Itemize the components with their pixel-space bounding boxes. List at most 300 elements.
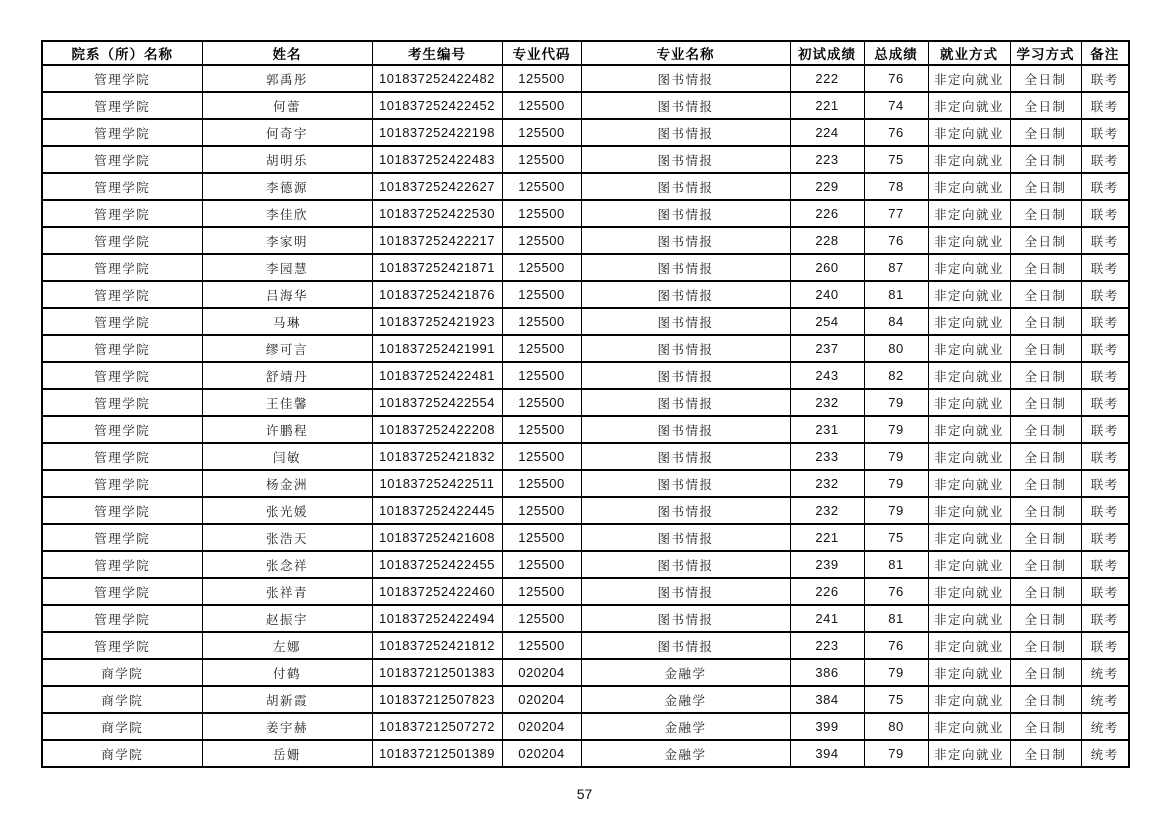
table-cell: 联考 — [1081, 443, 1129, 470]
table-cell: 101837212501383 — [372, 659, 502, 686]
table-cell: 125500 — [502, 362, 581, 389]
page-number: 57 — [576, 786, 593, 802]
table-cell: 125500 — [502, 632, 581, 659]
table-cell: 金融学 — [581, 713, 790, 740]
table-cell: 管理学院 — [42, 578, 202, 605]
table-cell: 张光媛 — [202, 497, 372, 524]
table-cell: 管理学院 — [42, 443, 202, 470]
table-cell: 联考 — [1081, 146, 1129, 173]
table-cell: 管理学院 — [42, 389, 202, 416]
table-cell: 联考 — [1081, 308, 1129, 335]
table-cell: 79 — [864, 389, 928, 416]
table-cell: 非定向就业 — [928, 227, 1010, 254]
table-cell: 101837252422460 — [372, 578, 502, 605]
table-cell: 240 — [790, 281, 864, 308]
table-cell: 非定向就业 — [928, 308, 1010, 335]
table-cell: 图书情报 — [581, 200, 790, 227]
table-cell: 管理学院 — [42, 173, 202, 200]
table-cell: 马琳 — [202, 308, 372, 335]
table-cell: 101837252421608 — [372, 524, 502, 551]
table-cell: 125500 — [502, 443, 581, 470]
table-cell: 81 — [864, 551, 928, 578]
table-row — [42, 740, 1129, 767]
table-cell: 管理学院 — [42, 362, 202, 389]
table-cell: 101837252421871 — [372, 254, 502, 281]
table-cell: 管理学院 — [42, 92, 202, 119]
table-cell: 241 — [790, 605, 864, 632]
table-cell: 非定向就业 — [928, 632, 1010, 659]
table-row — [42, 308, 1129, 335]
table-cell: 联考 — [1081, 470, 1129, 497]
table-cell: 101837252422481 — [372, 362, 502, 389]
table-cell: 非定向就业 — [928, 173, 1010, 200]
table-cell: 82 — [864, 362, 928, 389]
table-cell: 统考 — [1081, 686, 1129, 713]
table-cell: 联考 — [1081, 524, 1129, 551]
table-cell: 101837252422627 — [372, 173, 502, 200]
table-row — [42, 119, 1129, 146]
table-cell: 管理学院 — [42, 308, 202, 335]
table-cell: 229 — [790, 173, 864, 200]
table-cell: 图书情报 — [581, 65, 790, 92]
table-cell: 232 — [790, 389, 864, 416]
table-cell: 125500 — [502, 605, 581, 632]
table-cell: 联考 — [1081, 335, 1129, 362]
table-cell: 101837252422554 — [372, 389, 502, 416]
table-cell: 394 — [790, 740, 864, 767]
table-cell: 商学院 — [42, 740, 202, 767]
table-cell: 77 — [864, 200, 928, 227]
table-row — [42, 416, 1129, 443]
table-cell: 399 — [790, 713, 864, 740]
table-cell: 联考 — [1081, 497, 1129, 524]
table-cell: 非定向就业 — [928, 497, 1010, 524]
table-cell: 联考 — [1081, 551, 1129, 578]
table-cell: 101837252422494 — [372, 605, 502, 632]
table-cell: 非定向就业 — [928, 92, 1010, 119]
column-header: 就业方式 — [928, 41, 1010, 65]
table-cell: 李园慧 — [202, 254, 372, 281]
table-cell: 联考 — [1081, 362, 1129, 389]
table-cell: 125500 — [502, 335, 581, 362]
table-cell: 金融学 — [581, 659, 790, 686]
table-row — [42, 146, 1129, 173]
table-cell: 75 — [864, 146, 928, 173]
table-cell: 管理学院 — [42, 416, 202, 443]
table-cell: 79 — [864, 416, 928, 443]
table-cell: 联考 — [1081, 389, 1129, 416]
table-cell: 联考 — [1081, 605, 1129, 632]
table-cell: 全日制 — [1010, 605, 1081, 632]
table-cell: 全日制 — [1010, 173, 1081, 200]
table-cell: 101837252421991 — [372, 335, 502, 362]
table-cell: 020204 — [502, 659, 581, 686]
table-cell: 联考 — [1081, 173, 1129, 200]
table-cell: 全日制 — [1010, 200, 1081, 227]
table-cell: 237 — [790, 335, 864, 362]
table-cell: 125500 — [502, 146, 581, 173]
table-cell: 125500 — [502, 173, 581, 200]
table-cell: 75 — [864, 524, 928, 551]
table-cell: 74 — [864, 92, 928, 119]
table-row — [42, 254, 1129, 281]
table-cell: 图书情报 — [581, 578, 790, 605]
table-cell: 商学院 — [42, 713, 202, 740]
table-cell: 232 — [790, 497, 864, 524]
table-cell: 228 — [790, 227, 864, 254]
table-cell: 全日制 — [1010, 578, 1081, 605]
table-cell: 020204 — [502, 740, 581, 767]
table-cell: 管理学院 — [42, 470, 202, 497]
table-cell: 图书情报 — [581, 173, 790, 200]
table-cell: 全日制 — [1010, 308, 1081, 335]
table-cell: 125500 — [502, 470, 581, 497]
table-cell: 图书情报 — [581, 497, 790, 524]
table-cell: 233 — [790, 443, 864, 470]
table-cell: 图书情报 — [581, 254, 790, 281]
table-cell: 非定向就业 — [928, 119, 1010, 146]
table-cell: 管理学院 — [42, 335, 202, 362]
table-cell: 223 — [790, 146, 864, 173]
table-cell: 非定向就业 — [928, 200, 1010, 227]
table-cell: 全日制 — [1010, 686, 1081, 713]
table-cell: 79 — [864, 659, 928, 686]
table-cell: 金融学 — [581, 740, 790, 767]
table-cell: 75 — [864, 686, 928, 713]
table-cell: 图书情报 — [581, 146, 790, 173]
table-cell: 260 — [790, 254, 864, 281]
table-cell: 386 — [790, 659, 864, 686]
table-cell: 78 — [864, 173, 928, 200]
table-cell: 101837212507823 — [372, 686, 502, 713]
table-cell: 全日制 — [1010, 740, 1081, 767]
table-row — [42, 578, 1129, 605]
table-row — [42, 605, 1129, 632]
table-cell: 226 — [790, 200, 864, 227]
table-cell: 非定向就业 — [928, 659, 1010, 686]
table-cell: 384 — [790, 686, 864, 713]
table-cell: 全日制 — [1010, 551, 1081, 578]
table-cell: 全日制 — [1010, 497, 1081, 524]
table-cell: 图书情报 — [581, 308, 790, 335]
table-cell: 管理学院 — [42, 281, 202, 308]
column-header: 专业代码 — [502, 41, 581, 65]
column-header: 备注 — [1081, 41, 1129, 65]
table-cell: 221 — [790, 92, 864, 119]
table-cell: 非定向就业 — [928, 740, 1010, 767]
table-cell: 全日制 — [1010, 362, 1081, 389]
table-cell: 管理学院 — [42, 119, 202, 146]
table-cell: 101837252422455 — [372, 551, 502, 578]
table-cell: 管理学院 — [42, 227, 202, 254]
table-cell: 何奇宇 — [202, 119, 372, 146]
table-cell: 管理学院 — [42, 551, 202, 578]
table-cell: 全日制 — [1010, 92, 1081, 119]
column-header: 学习方式 — [1010, 41, 1081, 65]
table-cell: 非定向就业 — [928, 362, 1010, 389]
table-cell: 125500 — [502, 254, 581, 281]
table-cell: 胡明乐 — [202, 146, 372, 173]
table-cell: 243 — [790, 362, 864, 389]
table-cell: 全日制 — [1010, 65, 1081, 92]
column-header: 姓名 — [202, 41, 372, 65]
table-cell: 图书情报 — [581, 389, 790, 416]
table-cell: 非定向就业 — [928, 470, 1010, 497]
table-cell: 非定向就业 — [928, 389, 1010, 416]
table-cell: 统考 — [1081, 740, 1129, 767]
table-cell: 胡新霞 — [202, 686, 372, 713]
table-cell: 全日制 — [1010, 659, 1081, 686]
table-cell: 224 — [790, 119, 864, 146]
table-row — [42, 200, 1129, 227]
table-cell: 76 — [864, 632, 928, 659]
table-row — [42, 92, 1129, 119]
table-row — [42, 551, 1129, 578]
table-cell: 全日制 — [1010, 335, 1081, 362]
table-row — [42, 470, 1129, 497]
table-cell: 郭禹彤 — [202, 65, 372, 92]
table-cell: 76 — [864, 578, 928, 605]
table-cell: 非定向就业 — [928, 713, 1010, 740]
table-cell: 缪可言 — [202, 335, 372, 362]
table-cell: 管理学院 — [42, 200, 202, 227]
table-cell: 101837252422208 — [372, 416, 502, 443]
table-cell: 赵振宇 — [202, 605, 372, 632]
table-cell: 125500 — [502, 578, 581, 605]
table-cell: 联考 — [1081, 200, 1129, 227]
table-cell: 张祥青 — [202, 578, 372, 605]
table-cell: 125500 — [502, 524, 581, 551]
table-cell: 联考 — [1081, 65, 1129, 92]
table-cell: 管理学院 — [42, 497, 202, 524]
table-cell: 125500 — [502, 497, 581, 524]
table-cell: 020204 — [502, 713, 581, 740]
table-cell: 吕海华 — [202, 281, 372, 308]
table-cell: 非定向就业 — [928, 524, 1010, 551]
table-cell: 125500 — [502, 200, 581, 227]
table-cell: 全日制 — [1010, 524, 1081, 551]
table-cell: 101837252421812 — [372, 632, 502, 659]
table-cell: 左娜 — [202, 632, 372, 659]
table-cell: 全日制 — [1010, 119, 1081, 146]
table-cell: 李佳欣 — [202, 200, 372, 227]
table-row — [42, 524, 1129, 551]
table-row — [42, 173, 1129, 200]
table-cell: 管理学院 — [42, 146, 202, 173]
table-cell: 101837252421876 — [372, 281, 502, 308]
table-cell: 80 — [864, 335, 928, 362]
table-cell: 76 — [864, 227, 928, 254]
table-cell: 非定向就业 — [928, 65, 1010, 92]
table-cell: 81 — [864, 281, 928, 308]
table-cell: 79 — [864, 497, 928, 524]
table-cell: 254 — [790, 308, 864, 335]
table-cell: 125500 — [502, 92, 581, 119]
table-cell: 全日制 — [1010, 281, 1081, 308]
table-cell: 付鹤 — [202, 659, 372, 686]
table-cell: 联考 — [1081, 578, 1129, 605]
table-cell: 全日制 — [1010, 416, 1081, 443]
table-row — [42, 497, 1129, 524]
table-cell: 联考 — [1081, 281, 1129, 308]
table-cell: 非定向就业 — [928, 686, 1010, 713]
table-cell: 全日制 — [1010, 254, 1081, 281]
table-cell: 222 — [790, 65, 864, 92]
table-cell: 223 — [790, 632, 864, 659]
table-cell: 张浩天 — [202, 524, 372, 551]
table-cell: 管理学院 — [42, 254, 202, 281]
table-cell: 联考 — [1081, 416, 1129, 443]
table-cell: 87 — [864, 254, 928, 281]
table-body — [42, 65, 1129, 767]
column-header: 初试成绩 — [790, 41, 864, 65]
table-cell: 101837252422511 — [372, 470, 502, 497]
table-cell: 非定向就业 — [928, 254, 1010, 281]
table-cell: 非定向就业 — [928, 605, 1010, 632]
table-cell: 84 — [864, 308, 928, 335]
table-cell: 许鹏程 — [202, 416, 372, 443]
table-cell: 101837252422445 — [372, 497, 502, 524]
table-cell: 姜宇赫 — [202, 713, 372, 740]
table-cell: 125500 — [502, 281, 581, 308]
table-cell: 79 — [864, 443, 928, 470]
table-cell: 何蕾 — [202, 92, 372, 119]
table-cell: 图书情报 — [581, 632, 790, 659]
table-cell: 232 — [790, 470, 864, 497]
table-cell: 79 — [864, 740, 928, 767]
table-cell: 联考 — [1081, 92, 1129, 119]
table-cell: 全日制 — [1010, 227, 1081, 254]
table-cell: 图书情报 — [581, 335, 790, 362]
table-cell: 统考 — [1081, 713, 1129, 740]
table-row — [42, 713, 1129, 740]
table-cell: 全日制 — [1010, 713, 1081, 740]
table-row — [42, 281, 1129, 308]
table-cell: 非定向就业 — [928, 551, 1010, 578]
table-cell: 231 — [790, 416, 864, 443]
column-header: 总成绩 — [864, 41, 928, 65]
table-row — [42, 632, 1129, 659]
table-cell: 125500 — [502, 227, 581, 254]
table-cell: 226 — [790, 578, 864, 605]
table-cell: 图书情报 — [581, 551, 790, 578]
table-cell: 图书情报 — [581, 362, 790, 389]
table-cell: 金融学 — [581, 686, 790, 713]
table-cell: 125500 — [502, 119, 581, 146]
column-header: 专业名称 — [581, 41, 790, 65]
table-cell: 管理学院 — [42, 632, 202, 659]
table-cell: 杨金洲 — [202, 470, 372, 497]
table-cell: 全日制 — [1010, 632, 1081, 659]
table-cell: 联考 — [1081, 632, 1129, 659]
table-cell: 101837212501389 — [372, 740, 502, 767]
column-header: 院系（所）名称 — [42, 41, 202, 65]
table-cell: 张念祥 — [202, 551, 372, 578]
table-cell: 商学院 — [42, 659, 202, 686]
table-row — [42, 65, 1129, 92]
table-cell: 101837212507272 — [372, 713, 502, 740]
table-cell: 图书情报 — [581, 92, 790, 119]
table-cell: 图书情报 — [581, 443, 790, 470]
table-cell: 全日制 — [1010, 146, 1081, 173]
table-row — [42, 227, 1129, 254]
table-cell: 舒靖丹 — [202, 362, 372, 389]
table-row — [42, 362, 1129, 389]
table-cell: 图书情报 — [581, 227, 790, 254]
table-cell: 图书情报 — [581, 119, 790, 146]
table-cell: 76 — [864, 65, 928, 92]
table-cell: 管理学院 — [42, 605, 202, 632]
table-cell: 图书情报 — [581, 470, 790, 497]
table-cell: 管理学院 — [42, 524, 202, 551]
table-cell: 非定向就业 — [928, 335, 1010, 362]
table-cell: 管理学院 — [42, 65, 202, 92]
table-cell: 101837252422217 — [372, 227, 502, 254]
table-cell: 王佳馨 — [202, 389, 372, 416]
table-cell: 图书情报 — [581, 605, 790, 632]
table-cell: 岳姗 — [202, 740, 372, 767]
table-cell: 全日制 — [1010, 443, 1081, 470]
table-cell: 125500 — [502, 308, 581, 335]
table-cell: 联考 — [1081, 254, 1129, 281]
table-cell: 101837252421832 — [372, 443, 502, 470]
table-cell: 020204 — [502, 686, 581, 713]
table-cell: 101837252422198 — [372, 119, 502, 146]
table-cell: 商学院 — [42, 686, 202, 713]
table-cell: 图书情报 — [581, 281, 790, 308]
table-cell: 221 — [790, 524, 864, 551]
table-cell: 125500 — [502, 551, 581, 578]
table-cell: 非定向就业 — [928, 578, 1010, 605]
table-cell: 全日制 — [1010, 389, 1081, 416]
table-cell: 101837252422482 — [372, 65, 502, 92]
table-row — [42, 389, 1129, 416]
table-cell: 李家明 — [202, 227, 372, 254]
table-cell: 图书情报 — [581, 416, 790, 443]
table-row — [42, 686, 1129, 713]
table-row — [42, 659, 1129, 686]
table-cell: 125500 — [502, 65, 581, 92]
table-cell: 非定向就业 — [928, 146, 1010, 173]
table-cell: 125500 — [502, 416, 581, 443]
table-cell: 闫敏 — [202, 443, 372, 470]
table-cell: 非定向就业 — [928, 416, 1010, 443]
table-cell: 101837252422530 — [372, 200, 502, 227]
table-cell: 101837252422452 — [372, 92, 502, 119]
admissions-table — [41, 40, 1130, 768]
table-cell: 76 — [864, 119, 928, 146]
table-cell: 80 — [864, 713, 928, 740]
table-cell: 239 — [790, 551, 864, 578]
table-cell: 非定向就业 — [928, 281, 1010, 308]
table-row — [42, 335, 1129, 362]
header-row — [42, 41, 1129, 65]
table-cell: 非定向就业 — [928, 443, 1010, 470]
table-cell: 图书情报 — [581, 524, 790, 551]
table-cell: 125500 — [502, 389, 581, 416]
table-cell: 全日制 — [1010, 470, 1081, 497]
table-cell: 李德源 — [202, 173, 372, 200]
table-cell: 101837252422483 — [372, 146, 502, 173]
table-cell: 79 — [864, 470, 928, 497]
column-header: 考生编号 — [372, 41, 502, 65]
table-cell: 联考 — [1081, 119, 1129, 146]
table-cell: 81 — [864, 605, 928, 632]
table-row — [42, 443, 1129, 470]
table-cell: 联考 — [1081, 227, 1129, 254]
table-cell: 101837252421923 — [372, 308, 502, 335]
table-cell: 统考 — [1081, 659, 1129, 686]
